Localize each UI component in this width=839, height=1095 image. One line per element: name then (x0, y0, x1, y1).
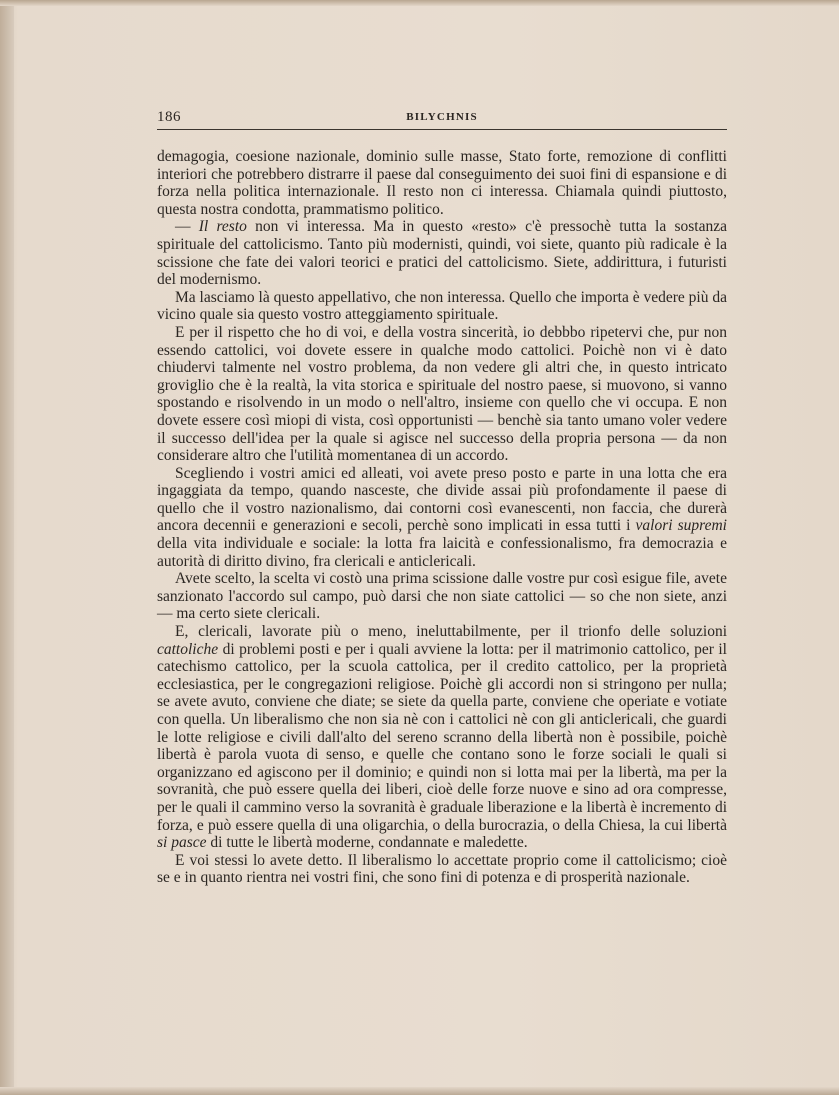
header-rule (157, 129, 727, 130)
page-number: 186 (157, 109, 181, 125)
paragraph (157, 148, 727, 218)
text-run: — (175, 218, 199, 236)
text-run: della vita individuale e sociale: la lotta fra laicità e confessionalismo, fra democrazia e autorità di diritto divino, fra clericali e anticlericali. (157, 535, 727, 570)
text-run: di problemi posti e per i quali avviene la lotta: per il matrimonio cattolico, per il catechismo cattolico, per la scuola cattolica, per il credito cattolico, per la proprietà ecclesiastica, per le congregazioni religiose. Poichè gli accordi non si stringono per nulla; se avete avuto, conviene che diate; se siete da quella parte, conviene che operiate e votiate con quella. Un liberalismo che non sia nè con i cattolici nè con gli anticlericali, che guardi le lotte religiose e civili dall'alto del sereno scranno della libertà non è possibile, poichè libertà è parola vuota di senso, e quelle che contano sono le forze sociali le quali si organizzano ed agiscono per il dominio; e quindi non si lotta mai per la libertà, ma per la sovranità, che può essere quella dei liberi, cioè delle forze nuove e sino ad ora compresse, per le quali il cammino verso la sovranità è graduale liberazione e la libertà è incremento di forza, e può essere quella di una oligarchia, o della burocrazia, o della Chiesa, la cui libertà (157, 640, 727, 834)
italic-text: Il resto (198, 218, 247, 236)
italic-text: valori supremi (635, 517, 727, 535)
page-left-edge (0, 0, 14, 1095)
italic-text: si pasce (157, 834, 207, 852)
page-top-edge (0, 0, 839, 6)
page-header (157, 109, 727, 131)
text-run: demagogia, coesione nazionale, dominio sulle masse, Stato forte, remozione di conflitti interiori che potrebbero distrarre il paese dal conseguimento dei suoi fini di espansione e di forza nella politica internazionale. Il resto non ci interessa. Chiamala quindi piuttosto, questa nostra condotta, prammatismo politico. (157, 148, 727, 218)
paragraph (157, 852, 727, 887)
italic-text: cattoliche (157, 640, 219, 658)
text-run: E per il rispetto che ho di voi, e della vostra sincerità, io debbbo ripetervi che, pur non essendo cattolici, voi dovete essere in qualche modo cattolici. Poichè non vi è dato chiudervi talmente nel vostro problema, da non vedere gli altri che, in questo intricato groviglio che è la realtà, la vita storica e spirituale del nostro paese, si muovono, si vanno spostando e risolvendo in un modo o nell'altro, insieme con quello che vi occupa. E non dovete essere così miopi di vista, così opportunisti — benchè sia tanto umano voler vedere il successo dell'idea per la quale si agisce nel successo della propria persona — da non considerare altro che l'utilità momentanea di un accordo. (157, 323, 727, 465)
text-run: di tutte le libertà moderne, condannate e maledette. (206, 834, 528, 852)
paragraph (157, 218, 727, 288)
text-run: E voi stessi lo avete detto. Il liberalismo lo accettate proprio come il cattolicismo; cioè se e in quanto rientra nei vostri fini, che sono fini di potenza e di prosperità nazionale. (157, 851, 727, 887)
paragraph (157, 623, 727, 852)
paragraph (157, 465, 727, 571)
page-bottom-edge (0, 1087, 839, 1095)
body-text (157, 148, 727, 887)
text-run: E, clericali, lavorate più o meno, ineluttabilmente, per il trionfo delle soluzioni (175, 623, 727, 641)
text-run: Scegliendo i vostri amici ed alleati, voi avete preso posto e parte in una lotta che era ingaggiata da tempo, quando nasceste, che divide assai più profondamente il paese di quello che il vostro nazionalismo, dai contorni così evanescenti, non faccia, che durerà ancora decennii e generazioni e secoli, perchè sono implicati in essa tutti i (157, 464, 727, 535)
paragraph (157, 324, 727, 465)
text-run: Ma lasciamo là questo appellativo, che non interessa. Quello che importa è vedere più da vicino quale sia questo vostro atteggiamento spirituale. (157, 288, 727, 324)
paragraph (157, 570, 727, 623)
running-head: BILYCHNIS (406, 111, 478, 123)
text-run: Avete scelto, la scelta vi costò una prima scissione dalle vostre pur così esigue file, avete sanzionato l'accordo sul campo, può darsi che non siate cattolici — so che non siete, anzi — ma certo siete clericali. (157, 570, 727, 623)
text-run: non vi interessa. Ma in questo «resto» c'è pressochè tutta la sostanza spirituale del cattolicismo. Tanto più modernisti, quindi, voi siete, quanto più radicale è la scissione che fate dei valori teorici e pratici del cattolicismo. Siete, addirittura, i futuristi del modernismo. (157, 218, 727, 289)
paragraph (157, 289, 727, 324)
